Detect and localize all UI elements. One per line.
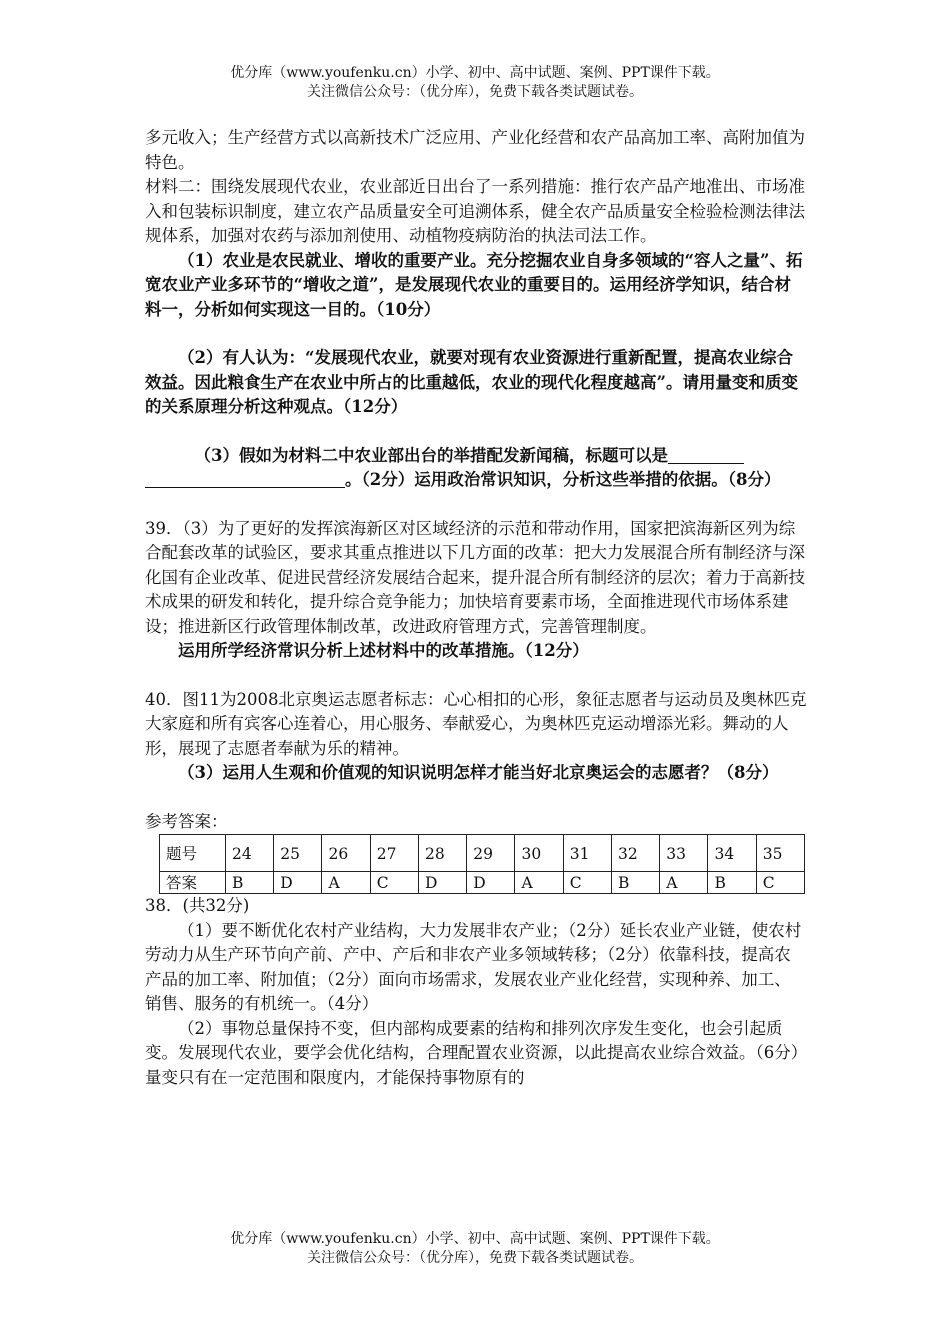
answer-table-row-label: 题号: [160, 835, 226, 872]
answer-table-answer-row: [160, 872, 805, 894]
question-38-3-text-b: 。（2分）运用政治常识知识，分析这些举措的依据。（8分）: [345, 470, 781, 489]
answer-cell: B: [225, 872, 273, 894]
title-blank-b: [145, 469, 345, 488]
document-body: [145, 126, 807, 1090]
question-number-cell: 32: [611, 835, 659, 872]
footer-line-2: 关注微信公众号：（优分库），免费下载各类试题试卷。: [307, 1250, 643, 1266]
page-header: [0, 64, 950, 102]
question-38-2: （2）有人认为：“发展现代农业，就要对现有农业资源进行重新配置，提高农业综合效益。因此粮食生产在农业中所占的比重越低，农业的现代化程度越高”。请用量变和质变的关系原理分析这种观点。（12分）: [145, 348, 798, 416]
answer-cell: D: [418, 872, 466, 894]
question-40: 40．图11为2008北京奥运志愿者标志：心心相扣的心形，象征志愿者与运动员及奥林匹克大家庭和所有宾客心连着心，用心服务、奉献爱心，为奥林匹克运动增添光彩。舞动的人形，展现了志愿者奉献为乐的精神。: [145, 689, 807, 758]
question-number-cell: 33: [660, 835, 708, 872]
reference-answers-label: 参考答案：: [145, 811, 228, 831]
question-number-cell: 27: [370, 835, 418, 872]
title-blank-a: [668, 445, 744, 464]
footer-line-1: 优分库（www.youfenku.cn）小学、初中、高中试题、案例、PPT课件下载。: [230, 1231, 720, 1247]
question-number-cell: 35: [756, 835, 804, 872]
question-38-1: （1）农业是农民就业、增收的重要产业。充分挖掘农业自身多领域的“容人之量”、拓宽农业产业多环节的“增收之道”，是发展现代农业的重要目的。运用经济学知识，结合材料一，分析如何实现这一目的。（10分）: [145, 250, 803, 319]
answer-cell: D: [467, 872, 515, 894]
question-number-cell: 31: [563, 835, 611, 872]
answer-cell: B: [611, 872, 659, 894]
answer-table-number-row: [160, 835, 805, 872]
question-number-cell: 30: [515, 835, 563, 872]
answer-cell: C: [563, 872, 611, 894]
material1-continuation: 多元收入；生产经营方式以高新技术广泛应用、产业化经营和农产品高加工率、高附加值为特色。: [145, 128, 805, 172]
question-number-cell: 34: [708, 835, 756, 872]
answer-cell: A: [660, 872, 708, 894]
question-39-task: 运用所学经济常识分析上述材料中的改革措施。（12分）: [178, 641, 589, 660]
answer-38-title: 38．(共32分): [145, 896, 250, 915]
answer-table: [159, 834, 805, 894]
question-number-cell: 29: [467, 835, 515, 872]
header-line-2: 关注微信公众号：（优分库），免费下载各类试题试卷。: [307, 84, 643, 100]
header-line-1: 优分库（www.youfenku.cn）小学、初中、高中试题、案例、PPT课件下载。: [230, 65, 720, 81]
question-39: 39．（3）为了更好的发挥滨海新区对区域经济的示范和带动作用，国家把滨海新区列为综合配套改革的试验区，要求其重点推进以下几方面的改革：把大力发展混合所有制经济与深化国有企业改革、促进民营经济发展结合起来，提升混合所有制经济的层次；着力于高新技术成果的研发和转化，提升综合竞争能力；加快培育要素市场，全面推进现代市场体系建设；推进新区行政管理体制改革，改进政府管理方式，完善管理制度。: [145, 518, 805, 636]
page-footer: [0, 1230, 950, 1268]
question-number-cell: 24: [225, 835, 273, 872]
material2-paragraph: 材料二：围绕发展现代农业，农业部近日出台了一系列措施：推行农产品产地准出、市场准入和包装标识制度，建立农产品质量安全可追溯体系，健全农产品质量安全检验检测法律法规体系，加强对农药与添加剂使用、动植物疫病防治的执法司法工作。: [145, 177, 805, 245]
answer-cell: A: [322, 872, 370, 894]
answer-cell: C: [756, 872, 804, 894]
answer-table-row-label: 答案: [160, 872, 226, 894]
question-number-cell: 26: [322, 835, 370, 872]
answer-38-1: （1）要不断优化农村产业结构，大力发展非农产业；（2分）延长农业产业链，使农村劳动力从生产环节向产前、产中、产后和非农产业多领域转移；（2分）依靠科技，提高农产品的加工率、附加值；（2分）面向市场需求，发展农业产业化经营，实现种养、加工、销售、服务的有机统一。（4分）: [145, 920, 802, 1013]
question-number-cell: 25: [274, 835, 322, 872]
answer-38-2: （2）事物总量保持不变，但内部构成要素的结构和排列次序发生变化，也会引起质变。发展现代农业，要学会优化结构，合理配置农业资源，以此提高农业综合效益。（6分）量变只有在一定范围和限度内，才能保持事物原有的: [145, 1018, 799, 1087]
answer-cell: A: [515, 872, 563, 894]
question-38-3-text-a: （3）假如为材料二中农业部出台的举措配发新闻稿，标题可以是: [194, 445, 668, 465]
answer-cell: C: [370, 872, 418, 894]
question-40-task: （3）运用人生观和价值观的知识说明怎样才能当好北京奥运会的志愿者？（8分）: [178, 763, 779, 782]
question-38-3: [145, 444, 807, 493]
answer-cell: D: [274, 872, 322, 894]
question-number-cell: 28: [418, 835, 466, 872]
answer-cell: B: [708, 872, 756, 894]
